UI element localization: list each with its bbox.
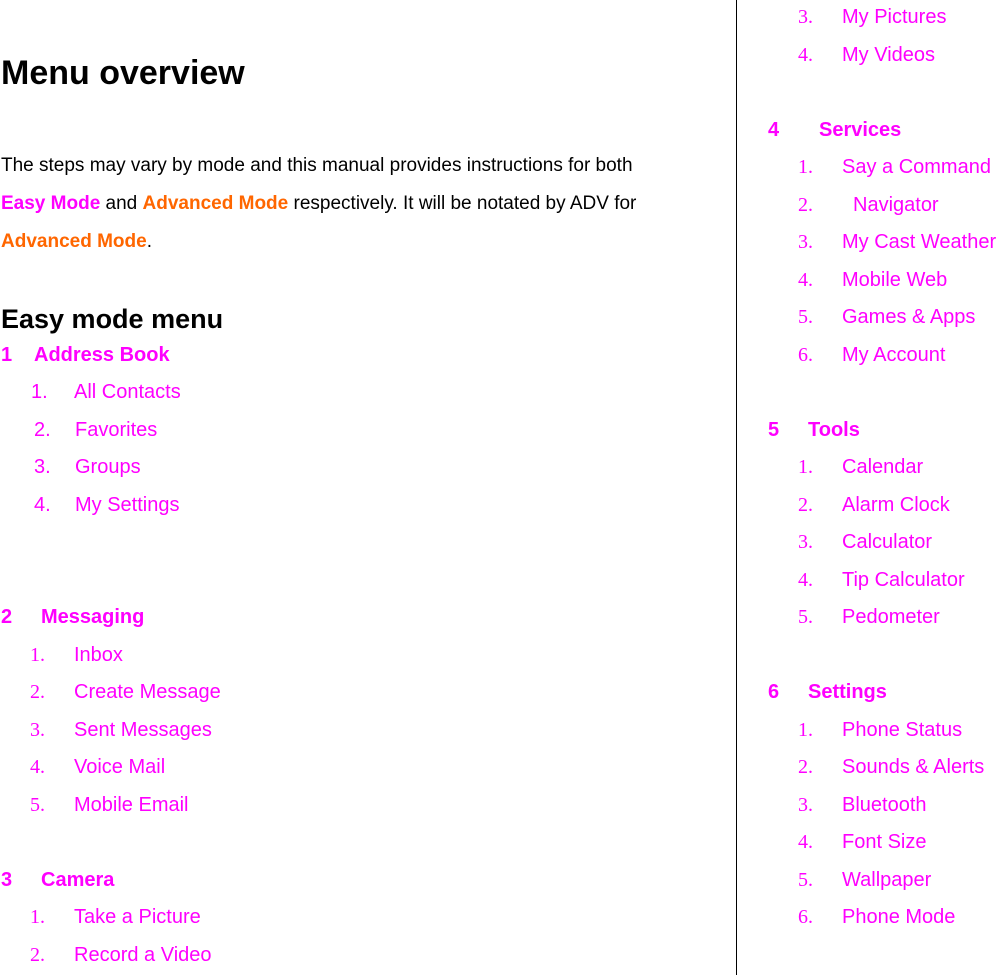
intro-text-2: respectively. It will be notated by ADV for xyxy=(288,193,637,214)
intro-line-2 xyxy=(1,193,636,215)
intro-period: . xyxy=(146,231,152,252)
page-title: Menu overview xyxy=(1,54,245,92)
intro-line-3 xyxy=(1,231,152,253)
advanced-mode-term-2: Advanced Mode xyxy=(1,231,147,252)
advanced-mode-term: Advanced Mode xyxy=(142,193,289,214)
intro-line-1 xyxy=(1,155,633,177)
intro-text: The steps may vary by mode and this manual provides instructions for both xyxy=(1,155,633,176)
section-heading: Easy mode menu xyxy=(1,304,224,334)
intro-and: and xyxy=(100,193,143,214)
column-divider xyxy=(736,0,737,975)
easy-mode-term: Easy Mode xyxy=(1,193,101,214)
